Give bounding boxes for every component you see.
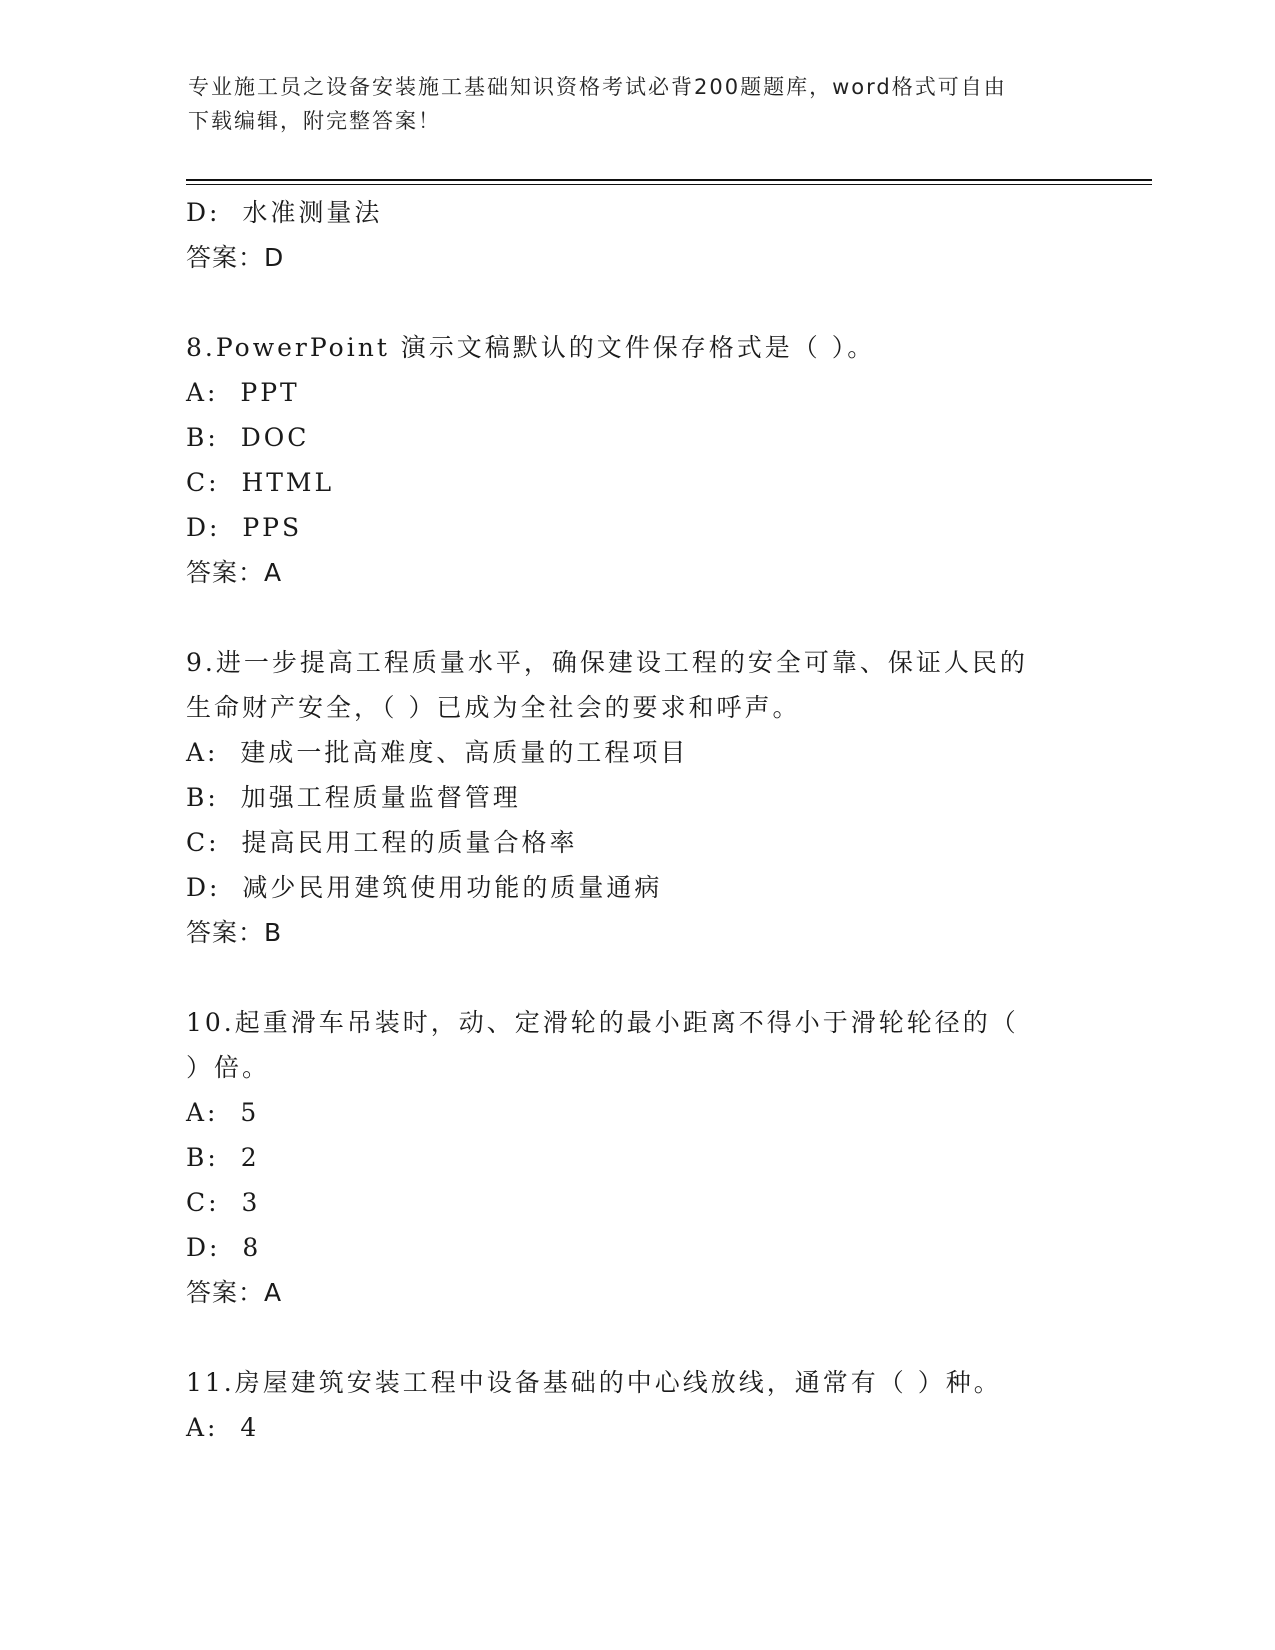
option-a: A: 建成一批高难度、高质量的工程项目 xyxy=(186,738,689,767)
option-a: A: 4 xyxy=(186,1413,260,1442)
question-8 xyxy=(186,325,1076,595)
option-b: B: 加强工程质量监督管理 xyxy=(186,783,521,812)
spacer xyxy=(186,1315,1076,1360)
answer-line: 答案：A xyxy=(186,558,283,587)
header-divider xyxy=(186,179,1152,181)
header-line-1: 专业施工员之设备安装施工基础知识资格考试必背200题题库，word格式可自由 xyxy=(188,75,1007,99)
option-c: C: 3 xyxy=(186,1188,261,1217)
spacer xyxy=(186,955,1076,1000)
question-stem: 11.房屋建筑安装工程中设备基础的中心线放线，通常有（ ）种。 xyxy=(186,1368,1002,1397)
answer-line: 答案：D xyxy=(186,243,285,272)
question-stem-cont: 生命财产安全，（ ）已成为全社会的要求和呼声。 xyxy=(186,693,801,722)
header-line-2: 下载编辑，附完整答案！ xyxy=(188,109,441,133)
question-11 xyxy=(186,1360,1076,1450)
question-10 xyxy=(186,1000,1076,1315)
answer-line: 答案：B xyxy=(186,918,283,947)
spacer xyxy=(186,280,1076,325)
spacer xyxy=(186,595,1076,640)
question-stem: 8.PowerPoint 演示文稿默认的文件保存格式是（ ）。 xyxy=(186,333,876,362)
option-b: B: DOC xyxy=(186,423,310,452)
option-d: D: 8 xyxy=(186,1233,262,1262)
option-c: C: 提高民用工程的质量合格率 xyxy=(186,828,578,857)
question-stem: 10.起重滑车吊装时，动、定滑轮的最小距离不得小于滑轮轮径的（ xyxy=(186,1008,1019,1037)
header-divider-thin xyxy=(186,184,1152,185)
option-d: D: 水准测量法 xyxy=(186,198,383,227)
page-header xyxy=(188,70,1068,138)
question-list xyxy=(186,190,1076,1450)
option-a: A: PPT xyxy=(186,378,300,407)
option-c: C: HTML xyxy=(186,468,335,497)
option-a: A: 5 xyxy=(186,1098,260,1127)
question-stem: 9.进一步提高工程质量水平，确保建设工程的安全可靠、保证人民的 xyxy=(186,648,1028,677)
question-9 xyxy=(186,640,1076,955)
option-d: D: PPS xyxy=(186,513,303,542)
question-stem-cont: ）倍。 xyxy=(186,1053,271,1082)
option-b: B: 2 xyxy=(186,1143,260,1172)
option-d: D: 减少民用建筑使用功能的质量通病 xyxy=(186,873,663,902)
answer-line: 答案：A xyxy=(186,1278,283,1307)
